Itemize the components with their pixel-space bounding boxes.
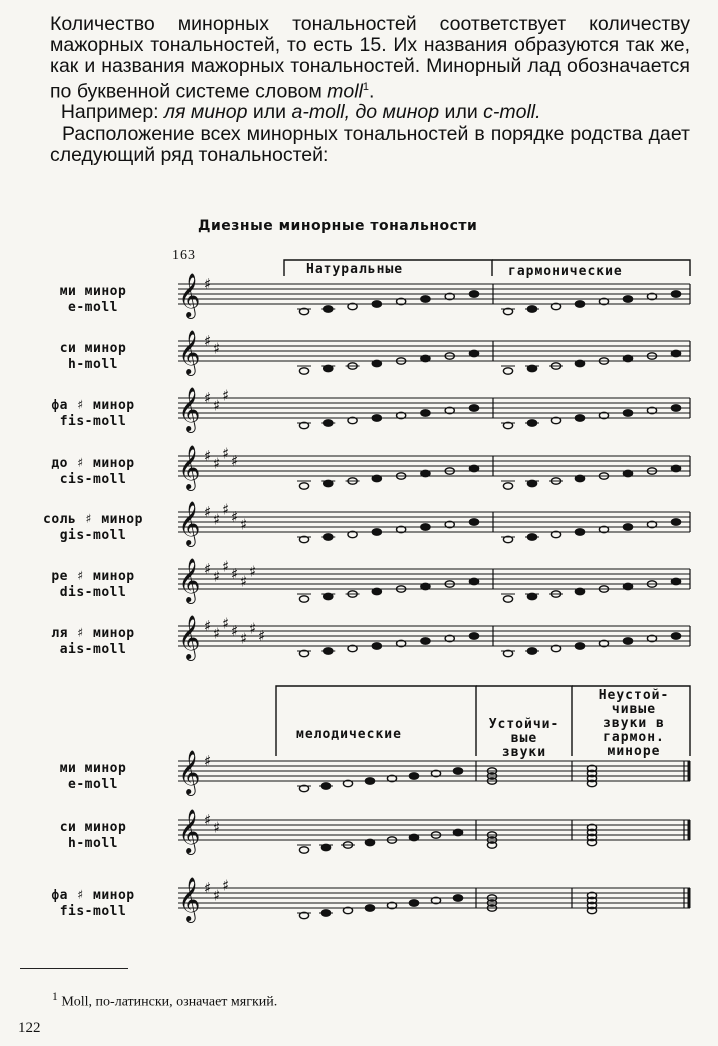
- key-name-latin: dis-moll: [59, 585, 127, 600]
- note-head: [671, 465, 680, 471]
- key-name-latin: ais-moll: [59, 642, 127, 657]
- note-head: [623, 470, 632, 476]
- sharp-icon: ♯: [222, 500, 230, 519]
- note-head: [453, 768, 462, 774]
- example-or-1: или: [252, 101, 287, 123]
- note-head: [671, 291, 680, 297]
- treble-clef-icon: 𝄞: [178, 387, 201, 431]
- example-d: c-moll.: [483, 101, 541, 123]
- sharp-icon: ♯: [213, 454, 221, 473]
- note-head: [623, 355, 632, 361]
- note-head: [421, 524, 430, 530]
- header-unstable-line: звуки в: [603, 716, 665, 731]
- treble-clef-icon: 𝄞: [178, 445, 201, 489]
- key-name-latin: fis-moll: [59, 904, 127, 919]
- sharp-icon: ♯: [213, 510, 221, 529]
- sharp-icon: ♯: [204, 879, 212, 897]
- note-head: [372, 301, 381, 307]
- note-head: [623, 410, 632, 416]
- note-head: [372, 588, 381, 594]
- note-head: [575, 588, 584, 594]
- key-name-latin: cis-moll: [59, 472, 127, 487]
- sharp-icon: ♯: [213, 396, 221, 415]
- note-head: [575, 360, 584, 366]
- note-head: [372, 415, 381, 421]
- note-head: [365, 905, 374, 911]
- note-head: [409, 834, 418, 840]
- note-head: [575, 301, 584, 307]
- sharp-icon: ♯: [222, 557, 230, 576]
- note-head: [671, 405, 680, 411]
- sharp-icon: ♯: [249, 619, 257, 638]
- header-unstable-line: чивые: [611, 702, 657, 717]
- note-head: [421, 470, 430, 476]
- sharp-icon: ♯: [249, 562, 257, 581]
- intro-text: Количество минорных тональностей соответствует количеству мажорных тональностей, то есть 15. Их названия образуются так же, как и названия мажорных тональностей. Минорный лад обозначается по буквенной системе словом: [50, 13, 690, 103]
- header-stable-line: вые: [510, 731, 538, 746]
- page-number: 122: [18, 1020, 41, 1036]
- sharp-icon: ♯: [204, 503, 212, 521]
- example-c: до минор: [355, 101, 440, 123]
- footnote-text: Moll, по-латински, означает мягкий.: [61, 994, 278, 1010]
- sharp-icon: ♯: [231, 565, 239, 583]
- sharp-icon: ♯: [204, 389, 212, 407]
- note-head: [299, 847, 308, 853]
- footnote: [52, 990, 277, 1011]
- sharp-icon: ♯: [213, 818, 221, 837]
- note-head: [421, 583, 430, 589]
- note-head: [503, 596, 512, 602]
- sharp-icon: ♯: [258, 627, 266, 645]
- note-head: [623, 524, 632, 530]
- key-name-ru: ре ♯ минор: [51, 569, 135, 584]
- note-head: [372, 529, 381, 535]
- header-harmonic: гармонические: [508, 264, 623, 279]
- section-title: Диезные минорные тональности: [198, 218, 478, 234]
- sharp-icon: ♯: [213, 624, 221, 643]
- header-stable-line: Устойчи-: [488, 717, 560, 732]
- note-head: [299, 368, 308, 374]
- sharp-icon: ♯: [231, 508, 239, 526]
- treble-clef-icon: 𝄞: [178, 750, 201, 794]
- key-name-ru: ми минор: [59, 284, 127, 299]
- key-name-latin: e-moll: [68, 777, 118, 792]
- bracket-unstable: [572, 686, 690, 756]
- key-name-ru: ля ♯ минор: [51, 626, 135, 641]
- note-head: [623, 638, 632, 644]
- sharp-icon: ♯: [222, 386, 230, 405]
- note-head: [503, 483, 512, 489]
- key-name-ru: фа ♯ минор: [51, 888, 135, 903]
- note-head: [623, 583, 632, 589]
- note-head: [469, 633, 478, 639]
- key-name-latin: h-moll: [68, 357, 118, 372]
- sharp-icon: ♯: [204, 811, 212, 829]
- sharp-icon: ♯: [204, 560, 212, 578]
- key-name-ru: си минор: [59, 341, 127, 356]
- sharp-icon: ♯: [222, 444, 230, 463]
- example-b: a-moll,: [291, 101, 351, 123]
- footnote-mark: 1: [52, 990, 58, 1003]
- example-lead: Например:: [60, 101, 159, 123]
- note-head: [469, 405, 478, 411]
- note-head: [299, 596, 308, 602]
- header-natural: Натуральные: [306, 262, 404, 277]
- key-name-ru: до ♯ минор: [51, 456, 135, 471]
- bracket-melodic: [276, 686, 476, 756]
- note-head: [453, 895, 462, 901]
- treble-clef-icon: 𝄞: [178, 558, 201, 602]
- note-head: [671, 578, 680, 584]
- note-head: [409, 773, 418, 779]
- sharp-icon: ♯: [204, 447, 212, 465]
- note-head: [372, 475, 381, 481]
- key-name-ru: ми минор: [59, 761, 127, 776]
- note-head: [671, 633, 680, 639]
- note-head: [575, 529, 584, 535]
- key-name-ru: си минор: [59, 820, 127, 835]
- sharp-icon: ♯: [222, 614, 230, 633]
- note-head: [469, 578, 478, 584]
- note-head: [469, 350, 478, 356]
- note-head: [365, 839, 374, 845]
- sharp-icon: ♯: [231, 452, 239, 470]
- sharp-icon: ♯: [240, 572, 248, 591]
- sharp-icon: ♯: [204, 752, 212, 770]
- header-unstable-line: гармон.: [603, 730, 665, 745]
- sharp-icon: ♯: [213, 339, 221, 358]
- example-a: ля минор: [164, 101, 248, 123]
- example-number: 163: [172, 248, 196, 263]
- moll-word: moll: [327, 80, 363, 103]
- note-head: [671, 519, 680, 525]
- sharp-icon: ♯: [204, 332, 212, 350]
- note-head: [469, 291, 478, 297]
- note-head: [453, 829, 462, 835]
- treble-clef-icon: 𝄞: [178, 615, 201, 659]
- paragraph-intro: Количество минорных тональностей соответствует количеству мажорных тональностей, то есть 15. Их названия образуются так же, как и названия мажорных тональностей. Минорный лад обозначается по буквенной системе словом moll$^1$.: [50, 13, 690, 103]
- treble-clef-icon: 𝄞: [178, 877, 201, 921]
- note-head: [421, 296, 430, 302]
- header-melodic: мелодические: [296, 727, 402, 742]
- note-head: [623, 296, 632, 302]
- header-unstable-line: Неустой-: [598, 688, 670, 703]
- sharp-icon: ♯: [213, 567, 221, 586]
- note-head: [575, 415, 584, 421]
- sharp-icon: ♯: [240, 629, 248, 648]
- bracket-natural: [284, 260, 492, 276]
- note-head: [421, 638, 430, 644]
- note-head: [503, 368, 512, 374]
- treble-clef-icon: 𝄞: [178, 809, 201, 853]
- footnote-rule: [20, 968, 128, 969]
- sharp-icon: ♯: [204, 275, 212, 293]
- note-head: [469, 465, 478, 471]
- sharp-icon: ♯: [204, 617, 212, 635]
- treble-clef-icon: 𝄞: [178, 273, 201, 317]
- key-name-latin: e-moll: [68, 300, 118, 315]
- sharp-icon: ♯: [240, 515, 248, 534]
- header-stable-line: звуки: [501, 745, 547, 760]
- note-head: [299, 483, 308, 489]
- key-name-ru: соль ♯ минор: [43, 512, 143, 527]
- note-head: [575, 643, 584, 649]
- note-head: [365, 778, 374, 784]
- example-or-2: или: [444, 101, 478, 123]
- bracket-stable: [476, 686, 572, 756]
- order-text: Расположение всех минорных тональностей в порядке родства дает следующий ряд тональностей:: [50, 123, 690, 166]
- key-name-latin: fis-moll: [59, 414, 127, 429]
- note-head: [372, 643, 381, 649]
- footnote-ref: 1: [362, 81, 370, 93]
- key-name-latin: h-moll: [68, 836, 118, 851]
- note-head: [421, 410, 430, 416]
- sharp-icon: ♯: [231, 622, 239, 640]
- note-head: [372, 360, 381, 366]
- treble-clef-icon: 𝄞: [178, 501, 201, 545]
- treble-clef-icon: 𝄞: [178, 330, 201, 374]
- sharp-icon: ♯: [222, 876, 230, 895]
- note-head: [575, 475, 584, 481]
- header-unstable-line: миноре: [607, 744, 661, 759]
- key-name-ru: фа ♯ минор: [51, 398, 135, 413]
- note-head: [409, 900, 418, 906]
- bracket-harmonic: [492, 260, 690, 276]
- key-name-latin: gis-moll: [59, 528, 127, 543]
- sharp-icon: ♯: [213, 886, 221, 905]
- note-head: [671, 350, 680, 356]
- note-head: [469, 519, 478, 525]
- note-head: [421, 355, 430, 361]
